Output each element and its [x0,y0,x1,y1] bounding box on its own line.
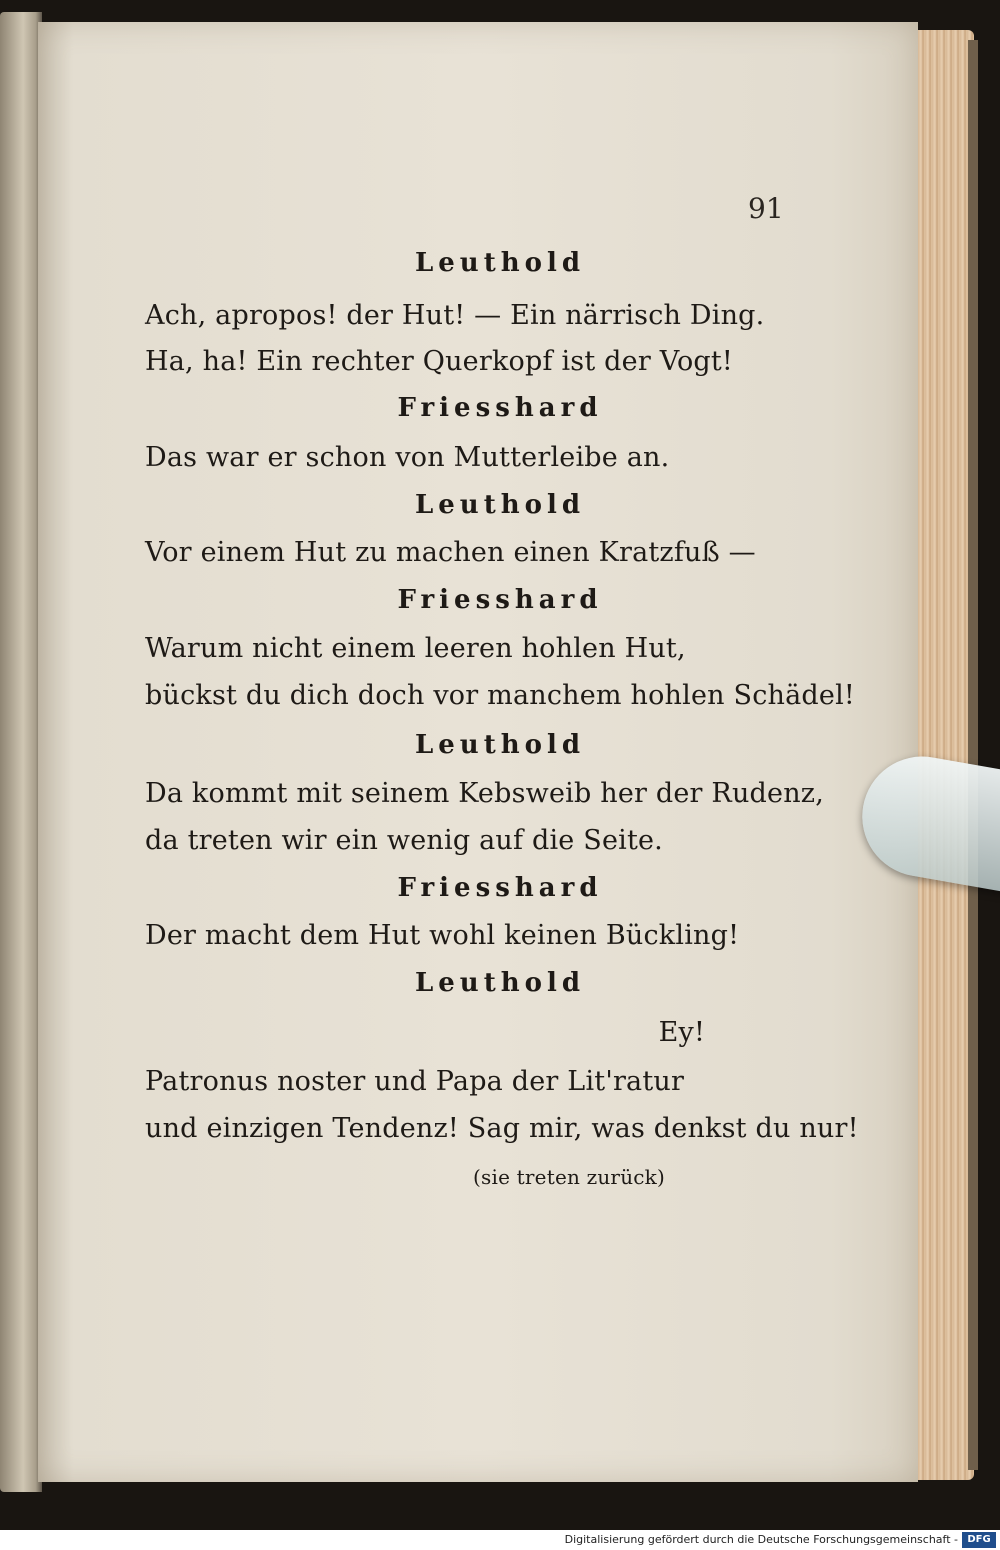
verse-line: bückst du dich doch vor manchem hohlen Schädel! [145,680,855,711]
verse-line: Der macht dem Hut wohl keinen Bückling! [145,920,740,951]
stage-direction: (sie treten zurück) [473,1165,665,1189]
speaker-name: Friesshard [397,585,603,615]
page-number: 91 [748,192,784,225]
funding-credit: Digitalisierung gefördert durch die Deutsche Forschungsgemeinschaft - [564,1533,958,1546]
speaker-name: Leuthold [414,968,586,998]
verse-line: Warum nicht einem leeren hohlen Hut, [145,633,686,664]
speaker-name: Friesshard [397,393,603,423]
verse-line: Patronus noster und Papa der Lit'ratur [145,1066,685,1097]
verse-line: Vor einem Hut zu machen einen Kratzfuß — [145,537,756,568]
verse-line: Da kommt mit seinem Kebsweib her der Rudenz, [145,778,825,809]
footer-bar [0,1530,1000,1550]
verse-line: Das war er schon von Mutterleibe an. [145,442,670,473]
verse-line: Ha, ha! Ein rechter Querkopf ist der Vogt! [145,346,733,377]
speaker-name: Leuthold [414,730,586,760]
speaker-name: Leuthold [414,490,586,520]
speaker-name: Leuthold [414,248,586,278]
verse-line: Ach, apropos! der Hut! — Ein närrisch Ding. [145,300,765,331]
verse-line: Ey! [658,1017,705,1048]
speaker-name: Friesshard [397,873,603,903]
dfg-logo: DFG [962,1532,996,1548]
verse-line: da treten wir ein wenig auf die Seite. [145,825,663,856]
verse-line: und einzigen Tendenz! Sag mir, was denkst du nur! [145,1113,859,1144]
